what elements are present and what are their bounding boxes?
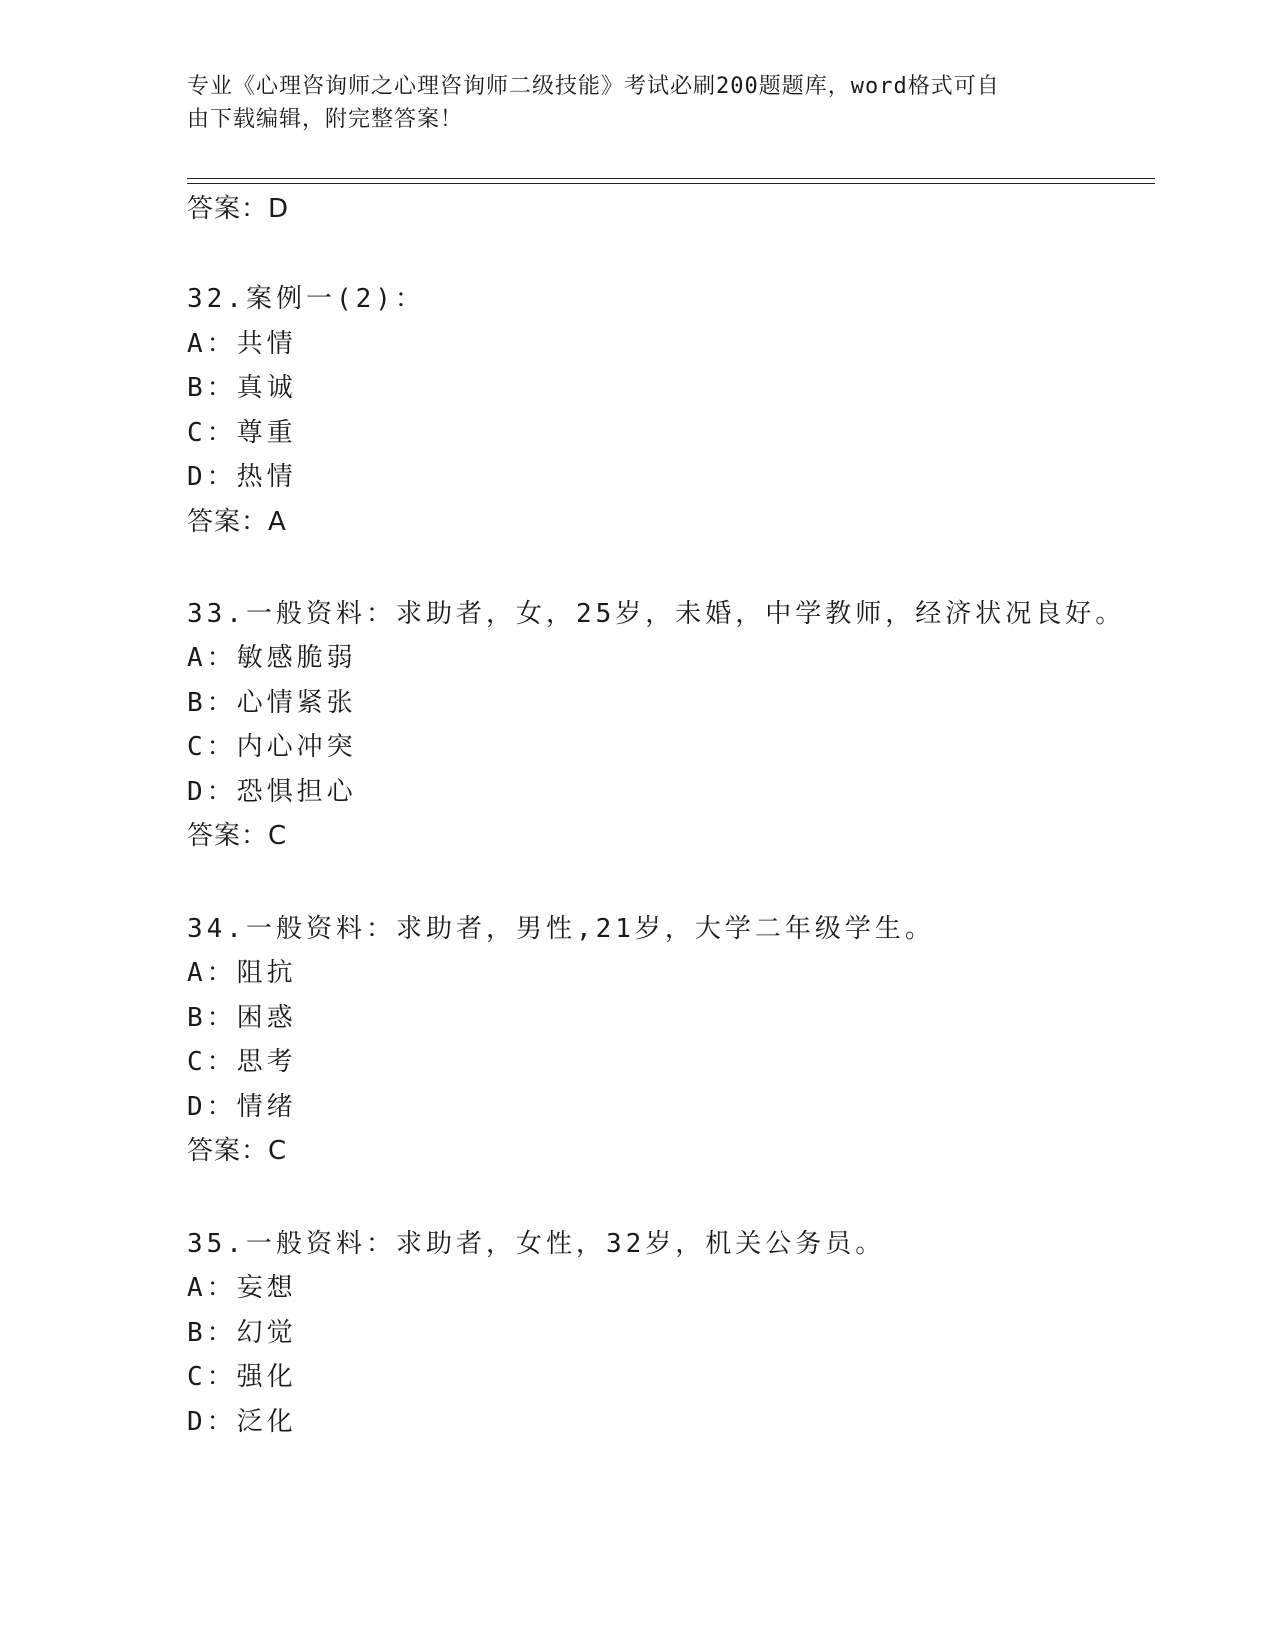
option-a: A：阻抗 bbox=[187, 958, 297, 988]
header-rule-top bbox=[187, 178, 1155, 179]
option-c: C：内心冲突 bbox=[187, 732, 357, 762]
option-b: B：幻觉 bbox=[187, 1318, 297, 1348]
option-b: B：困惑 bbox=[187, 1003, 297, 1033]
option-b: B：真诚 bbox=[187, 373, 297, 403]
option-b: B：心情紧张 bbox=[187, 688, 357, 718]
document-header bbox=[187, 70, 1067, 136]
question-stem: 33.一般资料：求助者，女，25岁，未婚，中学教师，经济状况良好。 bbox=[187, 599, 1126, 629]
option-a: A：共情 bbox=[187, 329, 297, 359]
question-stem: 35.一般资料：求助者，女性，32岁，机关公务员。 bbox=[187, 1229, 886, 1259]
answer-label: 答案：D bbox=[187, 194, 290, 224]
option-d: D：泛化 bbox=[187, 1407, 297, 1437]
answer-label: 答案：A bbox=[187, 507, 287, 537]
answer-label: 答案：C bbox=[187, 1136, 288, 1166]
option-a: A：妄想 bbox=[187, 1273, 297, 1303]
header-line-2: 由下载编辑，附完整答案！ bbox=[187, 107, 464, 132]
question-stem: 34.一般资料：求助者，男性,21岁，大学二年级学生。 bbox=[187, 914, 935, 944]
header-rule-bottom bbox=[187, 183, 1155, 184]
answer-label: 答案：C bbox=[187, 821, 288, 851]
option-c: C：思考 bbox=[187, 1047, 297, 1077]
option-a: A：敏感脆弱 bbox=[187, 643, 357, 673]
option-d: D：情绪 bbox=[187, 1092, 297, 1122]
option-d: D：恐惧担心 bbox=[187, 777, 357, 807]
option-c: C：尊重 bbox=[187, 418, 297, 448]
option-c: C：强化 bbox=[187, 1362, 297, 1392]
option-d: D：热情 bbox=[187, 462, 297, 492]
question-stem: 32.案例一(2)： bbox=[187, 284, 425, 314]
header-line-1: 专业《心理咨询师之心理咨询师二级技能》考试必刷200题题库，word格式可自 bbox=[187, 74, 1000, 99]
